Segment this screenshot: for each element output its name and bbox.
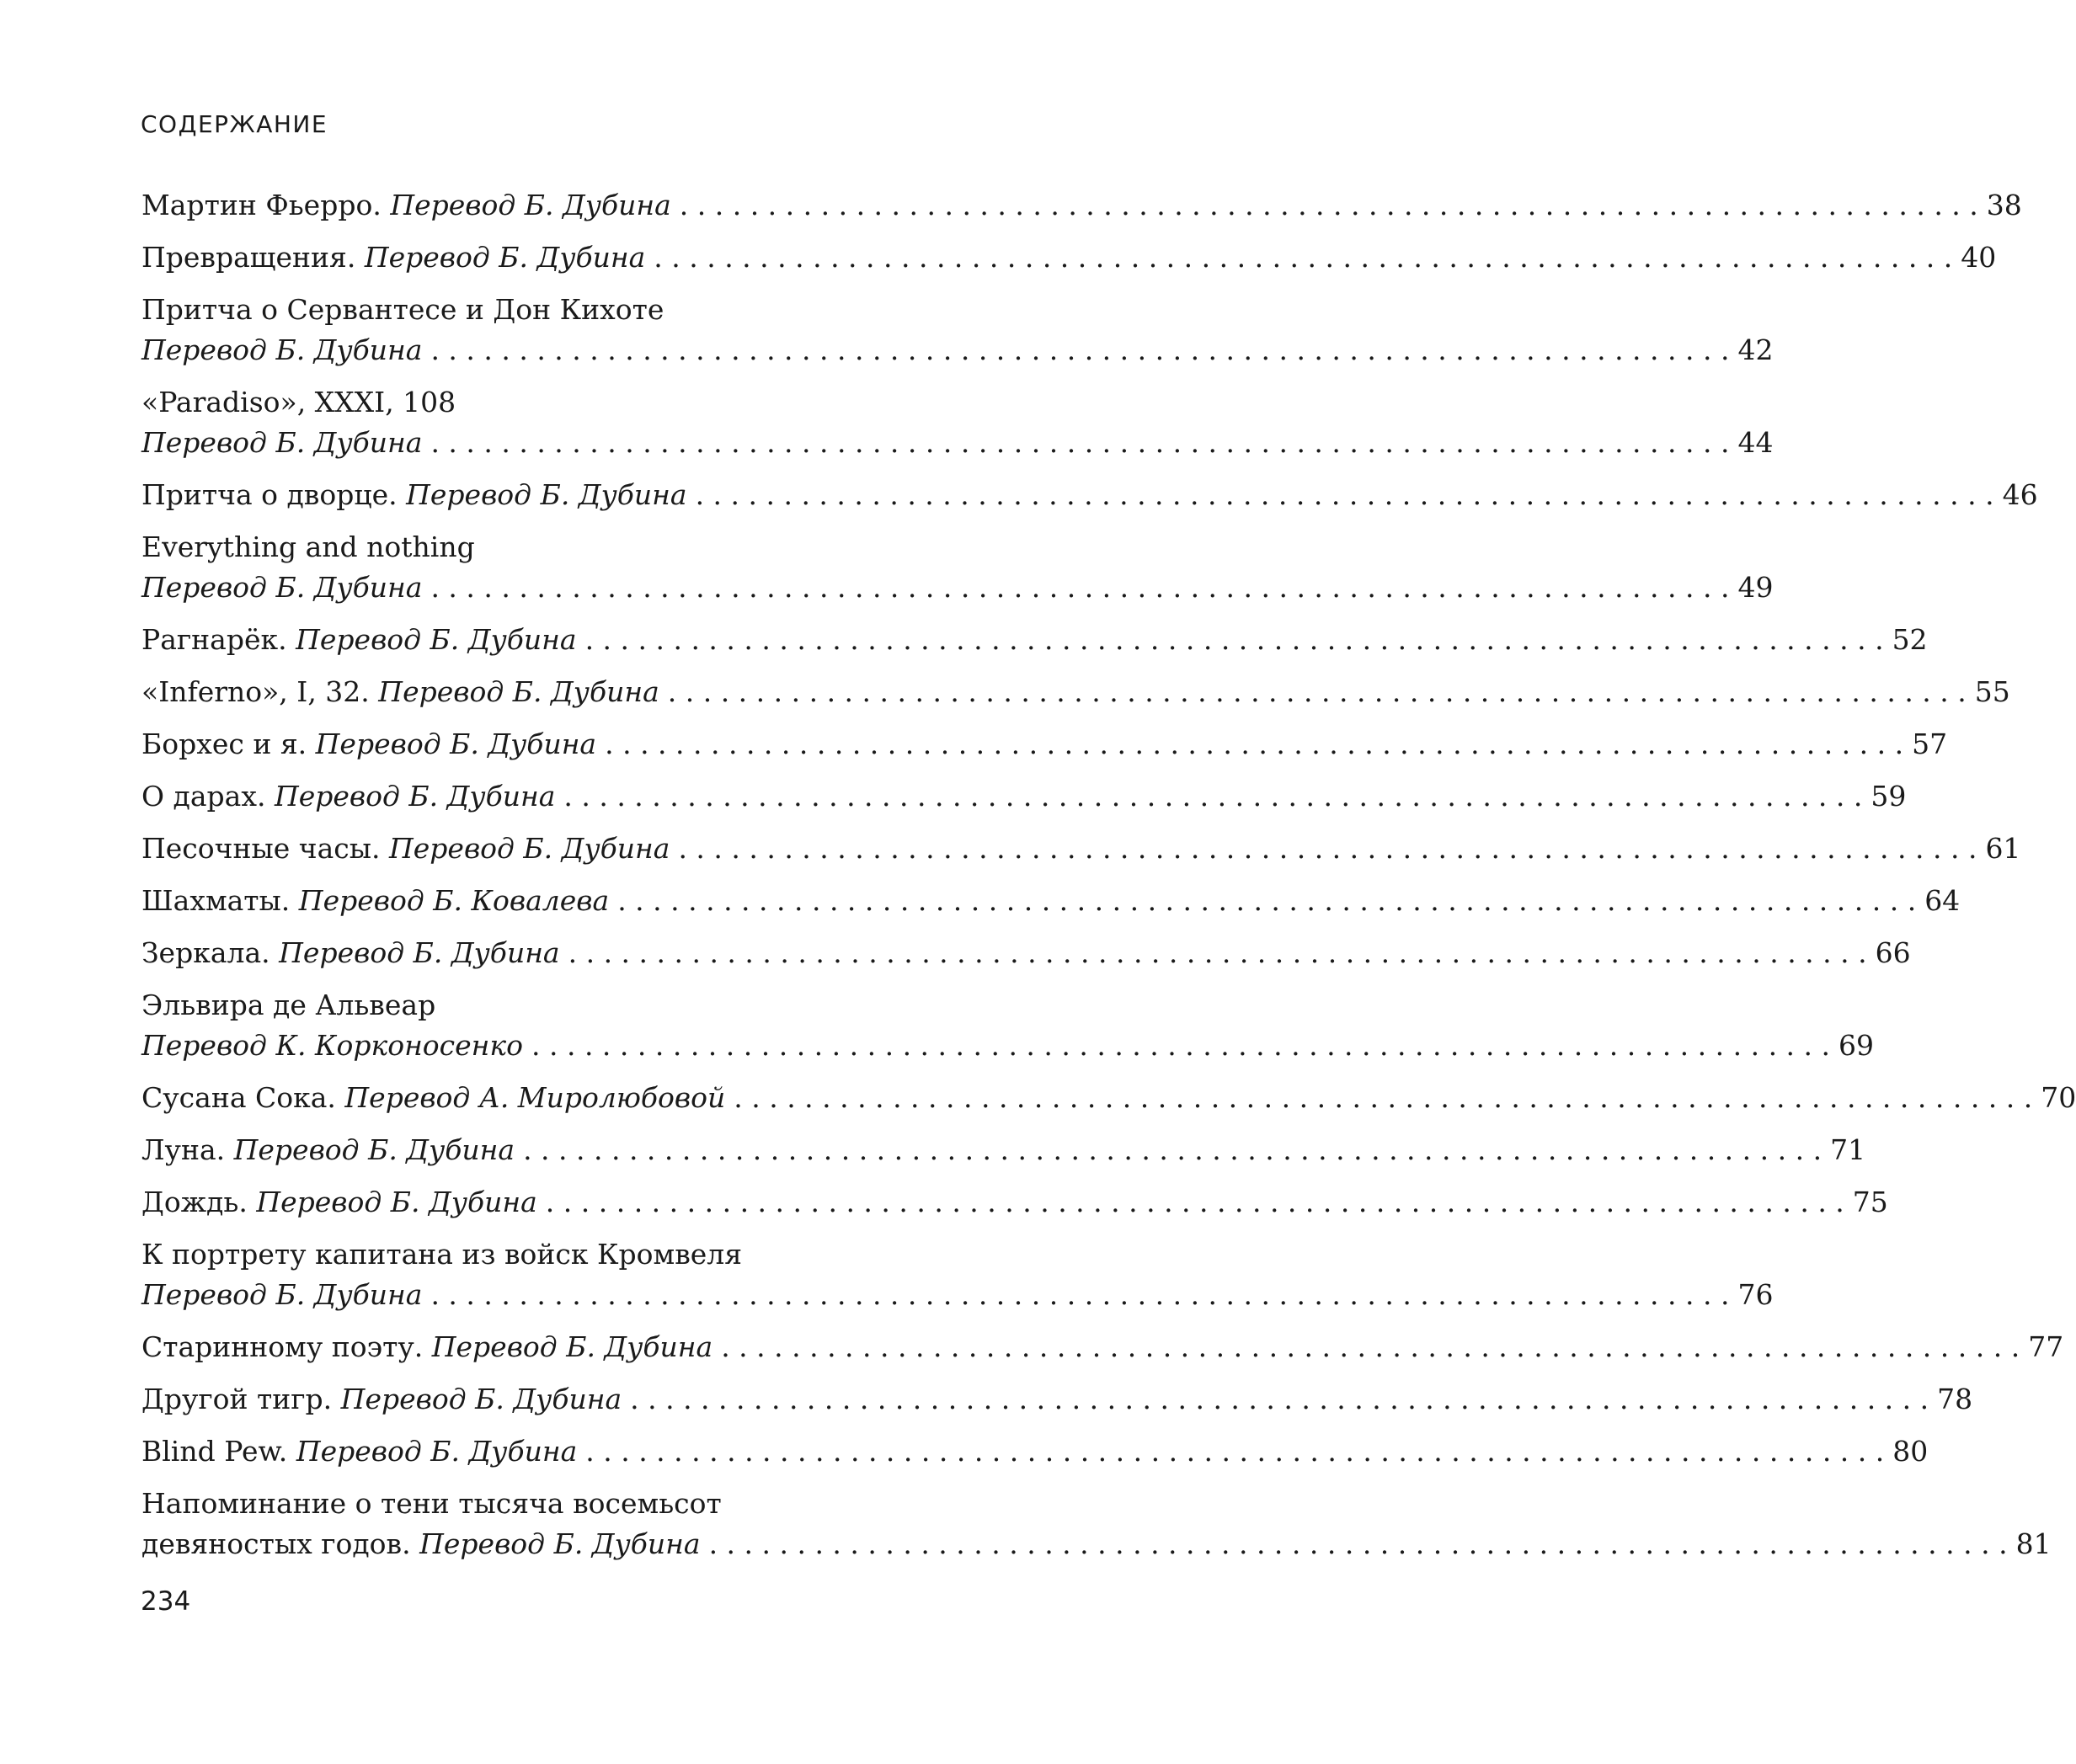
toc-entry-translator: Перевод А. Миролюбовой	[344, 1081, 726, 1114]
leader-dots	[585, 620, 1884, 660]
leader-dots	[523, 1130, 1822, 1170]
toc-entry-line	[141, 185, 2022, 226]
toc-entry	[141, 1484, 2052, 1564]
toc-entry-text	[141, 1327, 712, 1367]
toc-entry-title: Песочные часы.	[141, 832, 381, 865]
leader-dots	[430, 1275, 1729, 1315]
leader-dots	[605, 724, 1903, 765]
toc-entry	[141, 527, 1774, 608]
toc-entry-title: Борхес и я.	[141, 727, 307, 760]
toc-entry-text	[141, 776, 555, 817]
toc-entry-line	[141, 1431, 1929, 1472]
toc-entry	[141, 1379, 1973, 1420]
leader-dots	[668, 672, 1967, 712]
toc-entry-title-line: Эльвира де Альвеар	[141, 989, 436, 1021]
toc-entry-page: 52	[1892, 623, 1928, 656]
toc-entry-page: 64	[1924, 884, 1961, 917]
leader-dots	[654, 237, 1952, 278]
leader-dots	[734, 1078, 2032, 1118]
toc-entry-translator: Перевод Б. Дубина	[141, 1278, 423, 1311]
leader-dots	[678, 829, 1977, 869]
toc-entry	[141, 1078, 2076, 1118]
toc-entry-translator: Перевод Б. Дубина	[340, 1383, 622, 1415]
toc-entry-translator: Перевод Б. Дубина	[233, 1133, 515, 1166]
toc-entry-line	[141, 475, 2038, 515]
toc-entry	[141, 237, 1997, 278]
toc-entry-line	[141, 620, 1928, 660]
toc-entry	[141, 620, 1928, 660]
toc-entry-page: 75	[1852, 1186, 1888, 1218]
toc-entry-page: 71	[1830, 1133, 1866, 1166]
toc-entry-title: Шахматы.	[141, 884, 291, 917]
toc-entry-text	[141, 475, 687, 515]
toc-entry	[141, 672, 2010, 712]
toc-entry-text	[141, 933, 560, 973]
toc-entry	[141, 829, 2021, 869]
toc-entry-line	[141, 1078, 2076, 1118]
leader-dots	[630, 1379, 1929, 1420]
toc-entry-title: «Inferno», I, 32.	[141, 675, 370, 708]
toc-entry-line	[141, 1327, 2064, 1367]
toc-entry-text	[141, 1431, 577, 1472]
toc-entry-page: 40	[1961, 241, 1997, 274]
toc-entry-page: 69	[1839, 1029, 1874, 1062]
toc-entry-text	[141, 1130, 515, 1170]
toc-entry-line	[141, 1182, 1888, 1223]
running-head: СОДЕРЖАНИЕ	[141, 110, 328, 138]
leader-dots	[568, 933, 1867, 973]
toc-entry-translator: Перевод Б. Дубина	[378, 675, 659, 708]
leader-dots	[721, 1327, 2020, 1367]
leader-dots	[696, 475, 1994, 515]
toc-entry	[141, 1431, 1929, 1472]
toc-entry-text	[141, 330, 422, 370]
toc-entry-page: 46	[2002, 478, 2038, 511]
toc-entry-page: 38	[1986, 189, 2022, 221]
toc-entry-page: 77	[2028, 1330, 2064, 1363]
toc-entry-page: 81	[2015, 1527, 2052, 1560]
toc-entry-line	[141, 1275, 1774, 1315]
toc-entry-title: Другой тигр.	[141, 1383, 333, 1415]
toc-entry-page: 78	[1937, 1383, 1973, 1415]
toc-entry-translator: Перевод Б. Дубина	[141, 571, 423, 604]
toc-entry-text	[141, 1524, 701, 1564]
toc-entry-text	[141, 672, 659, 712]
toc-entry-line	[141, 1026, 1874, 1066]
toc-entry-text	[141, 237, 645, 278]
toc-entry-text	[141, 620, 577, 660]
toc-entry-title: Рагнарёк.	[141, 623, 287, 656]
toc-entry-text	[141, 185, 671, 226]
toc-entry-page: 55	[1974, 675, 2010, 708]
toc-entry	[141, 881, 1961, 921]
leader-dots	[531, 1026, 1830, 1066]
toc-entry	[141, 985, 1874, 1066]
toc-entry-line	[141, 237, 1997, 278]
toc-entry-page: 80	[1892, 1435, 1929, 1468]
toc-entry-page: 44	[1737, 426, 1774, 459]
toc-entry-line	[141, 672, 2010, 712]
leader-dots	[563, 776, 1862, 817]
toc-entry	[141, 776, 1907, 817]
toc-entry	[141, 475, 2038, 515]
leader-dots	[585, 1431, 1884, 1472]
toc-entry	[141, 1130, 1866, 1170]
toc-entry-text	[141, 1182, 537, 1223]
toc-entry-line	[141, 330, 1774, 370]
toc-entry-line	[141, 776, 1907, 817]
page-number: 234	[141, 1586, 191, 1617]
toc-entry-line	[141, 568, 1774, 608]
toc-entry-page: 59	[1871, 780, 1907, 813]
table-of-contents	[141, 185, 2076, 1576]
toc-entry	[141, 382, 1774, 463]
toc-entry-translator: Перевод Б. Дубина	[406, 478, 687, 511]
toc-entry-title: Зеркала.	[141, 936, 270, 969]
toc-entry-title: Превращения.	[141, 241, 356, 274]
toc-entry	[141, 724, 1948, 765]
toc-entry-translator: Перевод Б. Дубина	[431, 1330, 713, 1363]
toc-entry-translator: Перевод Б. Дубина	[274, 780, 556, 813]
toc-entry-page: 66	[1875, 936, 1911, 969]
toc-entry	[141, 1182, 1888, 1223]
toc-entry-text	[141, 724, 596, 765]
toc-entry	[141, 1327, 2064, 1367]
leader-dots	[709, 1524, 2008, 1564]
leader-dots	[546, 1182, 1844, 1223]
toc-entry-translator: Перевод Б. Ковалева	[298, 884, 610, 917]
toc-entry-text	[141, 881, 609, 921]
toc-entry-text	[141, 1026, 523, 1066]
toc-entry-line	[141, 724, 1948, 765]
toc-entry-translator: Перевод Б. Дубина	[256, 1186, 537, 1218]
toc-entry-title-line: Притча о Сервантесе и Дон Кихоте	[141, 293, 664, 326]
leader-dots	[430, 423, 1729, 463]
toc-entry-title-line: Everything and nothing	[141, 530, 475, 563]
toc-entry-translator: Перевод Б. Дубина	[364, 241, 646, 274]
toc-entry-line	[141, 829, 2021, 869]
leader-dots	[617, 881, 1916, 921]
toc-entry-translator: Перевод Б. Дубина	[419, 1527, 701, 1560]
toc-entry-line	[141, 1379, 1973, 1420]
toc-entry-page: 70	[2041, 1081, 2076, 1114]
toc-entry-text	[141, 423, 422, 463]
toc-entry-title: Сусана Сока.	[141, 1081, 336, 1114]
toc-entry-text	[141, 568, 422, 608]
toc-entry-line	[141, 881, 1961, 921]
toc-entry	[141, 933, 1911, 973]
leader-dots	[430, 330, 1729, 370]
toc-entry-translator: Перевод Б. Дубина	[141, 333, 423, 366]
leader-dots	[680, 185, 1978, 226]
toc-entry-line	[141, 423, 1774, 463]
toc-entry-title: Притча о дворце.	[141, 478, 398, 511]
toc-entry-title: Старинному поэту.	[141, 1330, 424, 1363]
toc-entry-line	[141, 1130, 1866, 1170]
toc-entry-page: 76	[1737, 1278, 1774, 1311]
toc-entry-title: Дождь.	[141, 1186, 248, 1218]
leader-dots	[430, 568, 1729, 608]
toc-entry-translator: Перевод Б. Дубина	[388, 832, 670, 865]
toc-entry-line	[141, 933, 1911, 973]
toc-entry-page: 49	[1737, 571, 1774, 604]
toc-entry-title: девяностых годов.	[141, 1527, 411, 1560]
toc-entry-line	[141, 1524, 2052, 1564]
toc-entry-text	[141, 1275, 422, 1315]
toc-entry-text	[141, 829, 670, 869]
toc-entry-translator: Перевод Б. Дубина	[296, 623, 577, 656]
toc-entry	[141, 185, 2022, 226]
toc-entry-title: Blind Pew.	[141, 1435, 288, 1468]
toc-entry	[141, 1234, 1774, 1315]
toc-entry-title-line: «Paradiso», XXXI, 108	[141, 386, 456, 418]
toc-entry-text	[141, 1379, 622, 1420]
toc-entry-title: О дарах.	[141, 780, 266, 813]
toc-entry-title: Луна.	[141, 1133, 226, 1166]
toc-entry-text	[141, 1078, 725, 1118]
toc-entry-title-line: Напоминание о тени тысяча восемьсот	[141, 1487, 722, 1520]
toc-entry-translator: Перевод Б. Дубина	[279, 936, 560, 969]
toc-entry-translator: Перевод Б. Дубина	[390, 189, 671, 221]
toc-entry-translator: Перевод К. Корконосенко	[141, 1029, 523, 1062]
toc-entry-translator: Перевод Б. Дубина	[296, 1435, 578, 1468]
toc-entry-page: 42	[1737, 333, 1774, 366]
toc-entry-page: 61	[1985, 832, 2021, 865]
toc-entry-title-line: К портрету капитана из войск Кромвеля	[141, 1238, 743, 1271]
toc-entry-translator: Перевод Б. Дубина	[315, 727, 597, 760]
toc-entry-translator: Перевод Б. Дубина	[141, 426, 423, 459]
toc-entry-page: 57	[1912, 727, 1948, 760]
toc-entry	[141, 290, 1774, 370]
toc-entry-title: Мартин Фьерро.	[141, 189, 382, 221]
